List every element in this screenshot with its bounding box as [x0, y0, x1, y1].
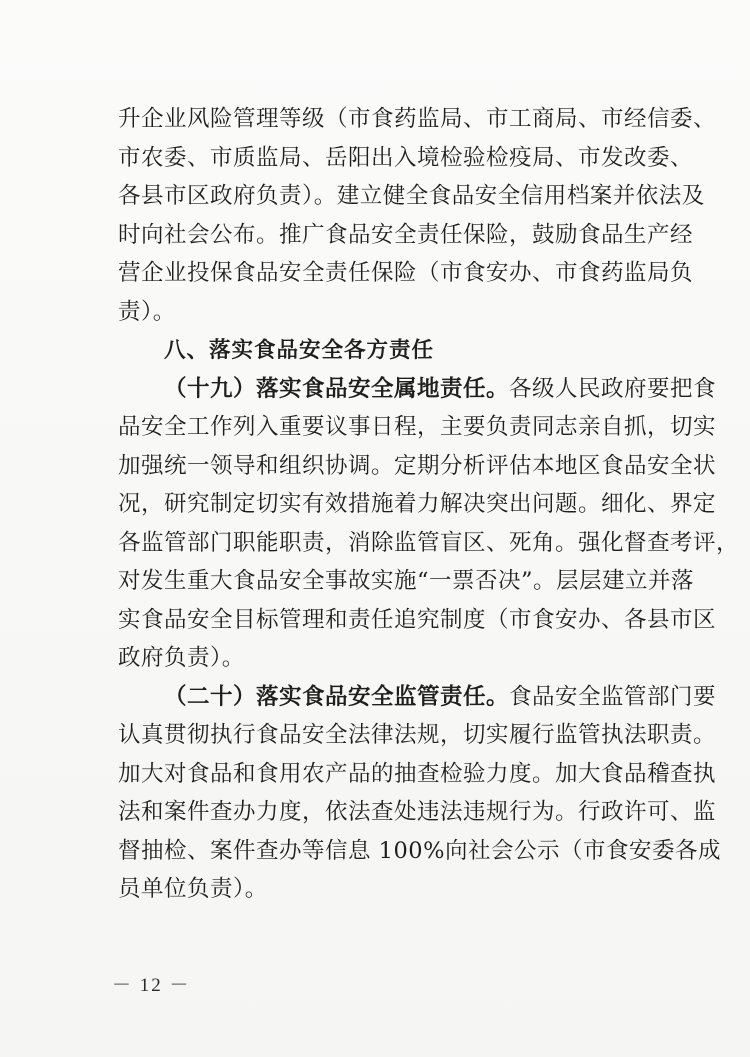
section-heading	[118, 331, 648, 370]
paragraph-text: 加强统一领导和组织协调。定期分析评估本地区食品安全状	[118, 452, 717, 479]
subsection-title: （二十）落实食品安全监管责任。	[164, 683, 510, 710]
paragraph-line	[118, 639, 648, 678]
paragraph-text: 督抽检、案件查办等信息 100%向社会公示（市食安委各成	[118, 837, 721, 864]
paragraph-line	[118, 139, 694, 178]
paragraph-text: 营企业投保食品安全责任保险（市食安办、市食药监局负	[118, 260, 694, 286]
paragraph-line	[118, 485, 717, 524]
paragraph-text: 加大对食品和食用农产品的抽查检验力度。加大食品稽查执	[118, 760, 717, 787]
paragraph-lead-line	[118, 370, 717, 409]
paragraph-line	[118, 870, 648, 909]
page-number: － 12 －	[112, 975, 191, 996]
paragraph-line	[118, 177, 705, 216]
paragraph-text: 政府负责）。	[118, 645, 245, 671]
paragraph-text: 法和案件查办力度，依法查处违法违规行为。行政许可、监	[118, 799, 717, 825]
paragraph-text: 市农委、市质监局、岳阳出入境检验检疫局、市发改委、	[118, 144, 694, 171]
paragraph-text: 员单位负责）。	[118, 876, 268, 902]
paragraph-text: 认真贯彻执行食品安全法律法规，切实履行监管执法职责。	[118, 722, 717, 748]
paragraph-text: 各县市区政府负责）。建立健全食品安全信用档案并依法及	[118, 183, 705, 209]
paragraph-line	[118, 524, 740, 563]
paragraph-text: 况，研究制定切实有效措施着力解决突出问题。细化、界定	[118, 491, 717, 517]
paragraph-text: 实食品安全目标管理和责任追究制度（市食安办、各县市区	[118, 606, 717, 633]
paragraph-line	[118, 832, 721, 871]
paragraph-line	[118, 793, 717, 832]
paragraph-text: 品安全工作列入重要议事日程，主要负责同志亲自抓，切实	[118, 414, 717, 440]
paragraph-lead-line	[118, 678, 717, 717]
paragraph-line	[118, 216, 694, 255]
paragraph-line	[118, 408, 717, 447]
paragraph-text: 各级人民政府要把食	[509, 375, 717, 402]
paragraph-line	[118, 755, 717, 794]
subsection-title: （十九）落实食品安全属地责任。	[164, 375, 510, 402]
paragraph-text: 食品安全监管部门要	[509, 683, 717, 710]
paragraph-line	[118, 601, 717, 640]
paragraph-text: 责）。	[118, 298, 176, 325]
paragraph-text: 时向社会公布。推广食品安全责任保险，鼓励食品生产经	[118, 221, 694, 248]
paragraph-line	[118, 562, 695, 601]
paragraph-line	[118, 254, 694, 293]
paragraph-line	[118, 447, 717, 486]
section-heading-text: 八、落实食品安全各方责任	[164, 338, 435, 363]
paragraph-line	[118, 293, 648, 332]
paragraph-text: 对发生重大食品安全事故实施“一票否决”。层层建立并落	[118, 568, 695, 594]
document-body	[118, 100, 740, 909]
paragraph-text: 升企业风险管理等级（市食药监局、市工商局、市经信委、	[118, 106, 717, 132]
paragraph-text: 各监管部门职能职责，消除监管盲区、死角。强化督查考评，	[118, 529, 740, 556]
paragraph-line	[118, 716, 717, 755]
paragraph-line	[118, 100, 717, 139]
